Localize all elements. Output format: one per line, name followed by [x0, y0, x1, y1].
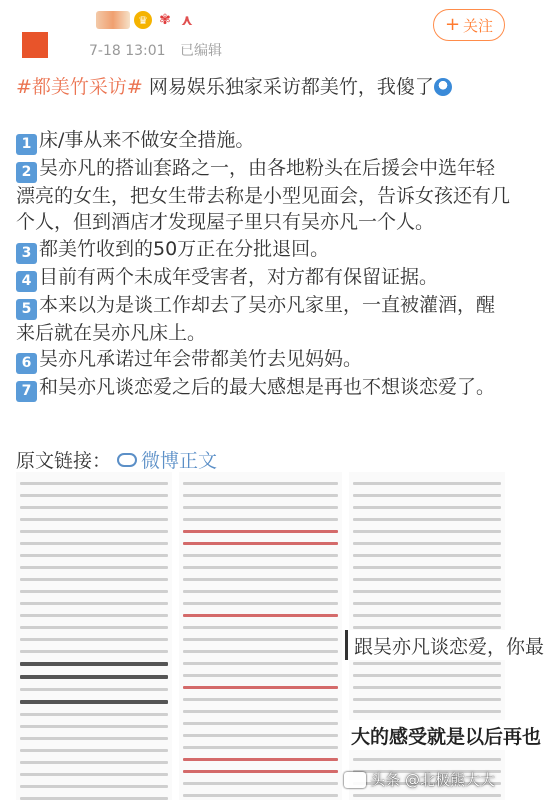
post-body — [16, 74, 511, 402]
list-item — [16, 264, 511, 292]
intro-text: 网易娱乐独家采访都美竹，我傻了 — [142, 76, 434, 98]
vip-badge-icon: ♛ — [134, 11, 152, 29]
weibo-link-label: 微博正文 — [141, 450, 218, 472]
list-item-text: 吴亦凡的搭讪套路之一，由各地粉头在后援会中选年轻漂亮的女生，把女生带去称是小型见面会，告诉女孩还有几个人，但到酒店才发现屋子里只有吴亦凡一个人。 — [16, 156, 511, 233]
follow-button[interactable] — [433, 9, 505, 41]
list-item — [16, 127, 511, 155]
post-meta — [89, 40, 232, 60]
article-image-2[interactable] — [179, 472, 342, 800]
ribbon-badge-icon: ✾ — [156, 11, 174, 29]
follow-label: 关注 — [463, 16, 494, 35]
nickname-blurred — [96, 11, 130, 29]
plus-icon: + — [444, 14, 461, 35]
post-timestamp: 7-18 13:01 — [89, 43, 166, 59]
number-3-icon: 3 — [16, 243, 37, 264]
list-item — [16, 346, 511, 374]
list-item-text: 和吴亦凡谈恋爱之后的最大感想是再也不想谈恋爱了。 — [39, 376, 496, 398]
post-intro — [16, 74, 511, 101]
toutiao-logo-icon — [344, 772, 366, 788]
list-item — [16, 155, 511, 236]
watermark — [344, 769, 495, 790]
list-item-text: 目前有两个未成年受害者，对方都有保留证据。 — [39, 265, 439, 288]
number-4-icon: 4 — [16, 271, 37, 292]
topic-link[interactable]: #都美竹采访# — [16, 76, 143, 98]
list-item-text: 都美竹收到的50万正在分批退回。 — [39, 237, 330, 260]
avatar-image — [22, 32, 48, 58]
list-item-text: 本来以为是谈工作却去了吴亦凡家里，一直被灌酒，醒来后就在吴亦凡床上。 — [16, 293, 496, 344]
avatar[interactable] — [16, 6, 74, 58]
list-item — [16, 374, 511, 402]
emoji-face-icon — [434, 78, 452, 96]
number-7-icon: 7 — [16, 381, 37, 402]
number-6-icon: 6 — [16, 353, 37, 374]
watermark-text: 头条 @北极熊大大 — [370, 771, 495, 789]
list-item-text: 吴亦凡承诺过年会带都美竹去见妈妈。 — [39, 348, 363, 370]
image-grid — [16, 472, 544, 800]
number-1-icon: 1 — [16, 134, 37, 155]
post-header — [0, 0, 519, 72]
nickname-row[interactable] — [96, 6, 196, 34]
list-item — [16, 292, 511, 347]
spacer — [16, 101, 511, 127]
article-image-1[interactable] — [16, 472, 172, 800]
image-overlay-caption-1: 跟吴亦凡谈恋爱，你最 — [345, 630, 505, 660]
edited-label: 已编辑 — [180, 43, 223, 59]
number-2-icon: 2 — [16, 162, 37, 183]
list-item — [16, 236, 511, 264]
link-prefix: 原文链接： — [16, 450, 112, 472]
number-5-icon: 5 — [16, 299, 37, 320]
source-link-row — [16, 446, 217, 473]
image-overlay-caption-2: 大的感受就是以后再也 — [345, 720, 505, 750]
person-badge-icon: ⋏ — [178, 11, 196, 29]
weibo-link[interactable] — [117, 446, 217, 473]
link-cloud-icon — [117, 453, 137, 467]
list-item-text: 床/事从来不做安全措施。 — [39, 128, 255, 151]
